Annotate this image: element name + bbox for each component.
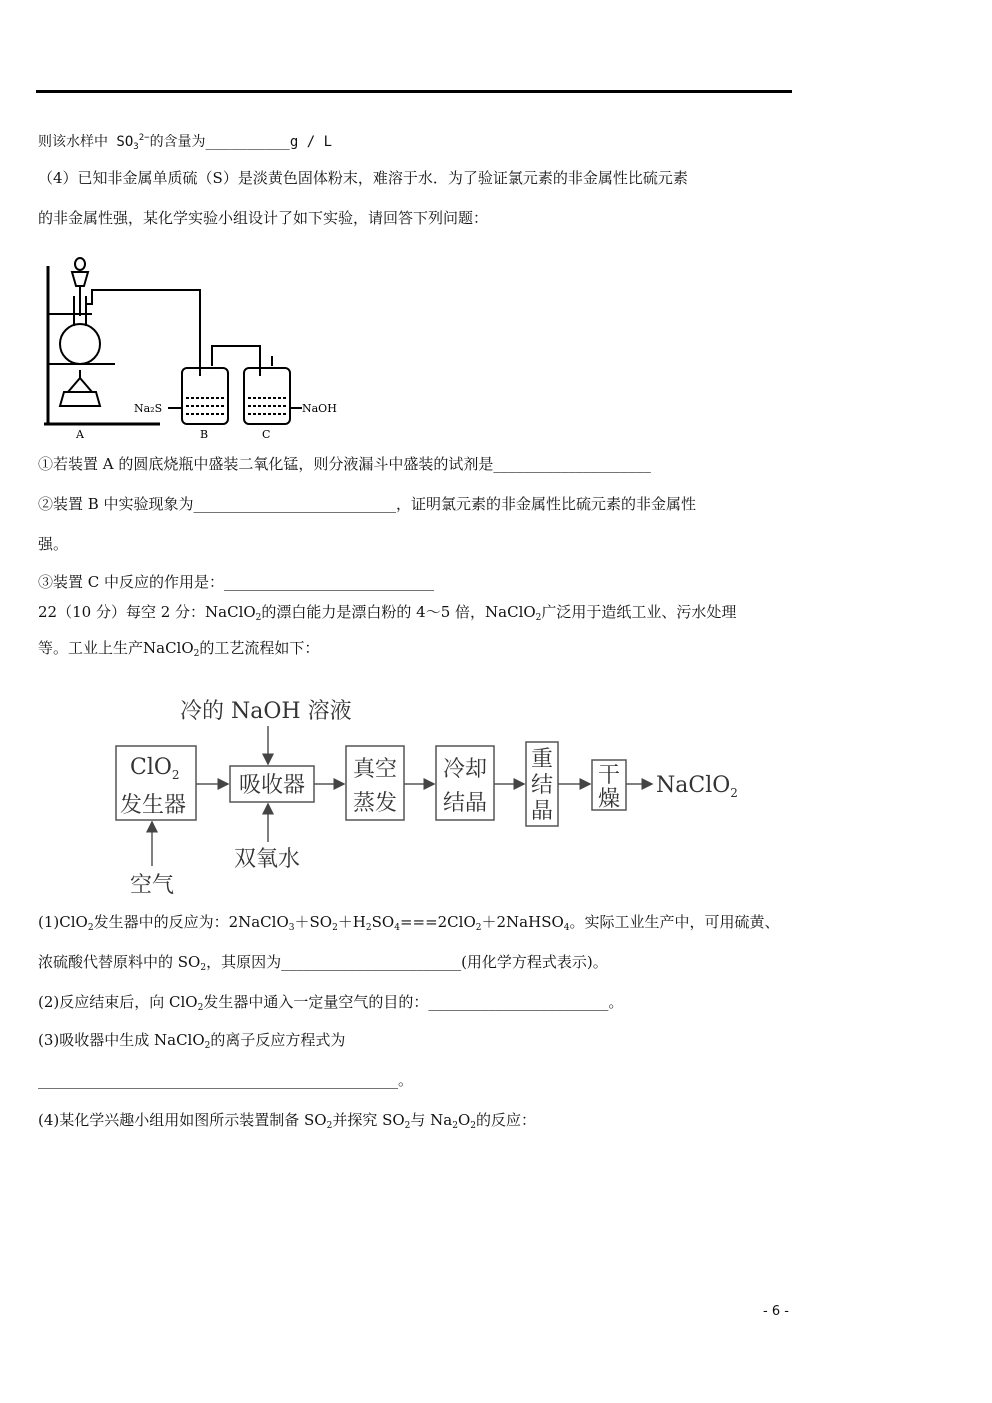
flow-dry-2: 燥 [598,787,621,812]
sub-question-4: (4)某化学兴趣小组用如图所示装置制备 $SO_2$并探究 $SO_2$与 $Na_2O_2$的反应： [38,1111,537,1131]
flow-recryst-3: 晶 [531,799,554,824]
flow-recryst-1: 重 [531,747,554,772]
flow-input-air: 空气 [130,873,175,898]
page-number: - 6 - [763,1304,789,1319]
flow-gen-line1: ClO$_2$ [130,755,180,782]
question-2-cont: 强。 [38,535,69,553]
question-2: ②装置 B 中实验现象为___________________________，证明氯元素的非金属性比硫元素的非金属性 [38,495,697,513]
sub-question-1-cont: 浓硫酸代替原料中的 $SO_2$，其原因为________________________(用化学方程式表示)。 [38,953,608,973]
label-c: C [262,428,271,441]
flow-recryst-2: 结 [531,773,554,798]
flow-cool-1: 冷却 [443,757,488,782]
flow-evap-2: 蒸发 [353,791,398,816]
flow-cool-2: 结晶 [443,791,488,816]
flow-input-naoh: 冷的 NaOH 溶液 [180,699,352,724]
flow-input-h2o2: 双氧水 [234,847,301,872]
sub-question-1: (1)ClO$_2$发生器中的反应为：$2NaClO_3+SO_2+H_2SO_4===2ClO_2+2NaHSO_4$。实际工业生产中，可用硫黄、 [38,913,780,933]
label-b: B [200,428,209,441]
sub-question-3: (3)吸收器中生成 NaClO$_2$的离子反应方程式为 [38,1031,346,1051]
question-3: ③装置 C 中反应的作用是：____________________________ [38,573,435,591]
apparatus-diagram [40,246,340,446]
sub-question-2: (2)反应结束后，向 ClO$_2$发生器中通入一定量空气的目的：________________________。 [38,993,624,1013]
header-rule [36,90,792,93]
flow-evap-1: 真空 [353,757,398,782]
flow-absorber: 吸收器 [239,773,306,798]
sub-question-3-answer: ________________________________________________。 [38,1071,414,1089]
content-line: （4）已知非金属单质硫（S）是淡黄色固体粉末，难溶于水．为了验证氯元素的非金属性比硫元素 [38,169,688,187]
process-flowchart [100,690,760,900]
label-a: A [76,428,84,441]
content-line: 则该水样中 $SO_3^{2-}$的含量为__________g / L [38,133,332,152]
flow-dry-1: 干 [598,763,621,788]
reagent-c: NaOH [302,402,337,415]
question-1: ①若装置 A 的圆底烧瓶中盛装二氧化锰，则分液漏斗中盛装的试剂是_____________________ [38,455,651,473]
flow-gen-line2: 发生器 [120,793,187,818]
flow-product: NaClO$_2$ [656,773,738,800]
content-line: 的非金属性强，某化学实验小组设计了如下实验，请回答下列问题： [38,209,489,227]
problem-22-intro: 22（10 分）每空 2 分：NaClO$_2$的漂白能力是漂白粉的 4～5 倍，NaClO$_2$广泛用于造纸工业、污水处理 [38,603,737,623]
problem-22-intro-cont: 等。工业上生产NaClO$_2$的工艺流程如下： [38,639,320,659]
reagent-b: Na₂S [134,402,163,415]
